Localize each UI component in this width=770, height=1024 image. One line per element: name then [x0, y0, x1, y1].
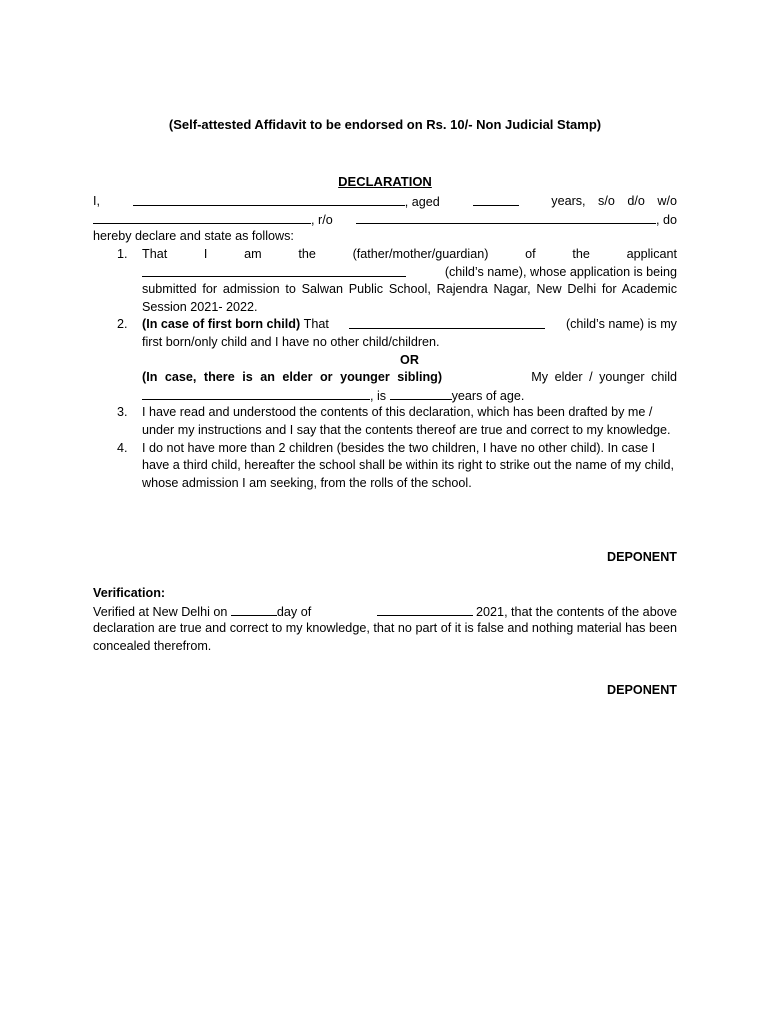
relation-name-blank[interactable]: [93, 211, 311, 224]
sibling-age-blank[interactable]: [390, 387, 452, 400]
item-2-after-blank: (child’s name) is my: [565, 317, 677, 332]
intro-i: I,: [93, 194, 100, 208]
list-item: [93, 404, 677, 439]
intro-line-1: [93, 193, 677, 211]
name-blank[interactable]: [133, 193, 405, 206]
item-4-text: I do not have more than 2 children (besides the two children, I have no other child). In case I have a third child, hereafter the school shall be within its right to strike out the name of my child, whose admission I am seeking, from the rolls of the school.: [142, 440, 675, 490]
item-2-line-1: [142, 316, 677, 334]
or-divider: OR: [400, 352, 419, 367]
item-3-text: I have read and understood the contents of this declaration, which has been drafted by me / under my instructions and I say that the contents thereof are true and correct to my knowledge.: [142, 405, 671, 437]
intro-years: years, s/o d/o w/o: [551, 194, 677, 208]
item-1-line-1: That I am the (father/mother/guardian) of the applicant: [142, 247, 677, 261]
list-item: [93, 246, 677, 316]
verification-day-blank[interactable]: [231, 603, 277, 616]
verification-year-text: 2021, that the contents of the above: [476, 604, 677, 619]
stamp-note: (Self-attested Affidavit to be endorsed on Rs. 10/- Non Judicial Stamp): [168, 117, 602, 132]
day-of: day of: [276, 604, 312, 619]
intro-aged: , aged: [404, 195, 440, 209]
verification-block: [93, 585, 677, 655]
verification-heading: Verification:: [93, 586, 166, 600]
item-2-that: That: [303, 317, 329, 332]
declaration-title: DECLARATION: [338, 174, 432, 189]
deponent-label-2: DEPONENT: [607, 683, 677, 697]
verified-at: Verified at New Delhi on: [93, 604, 228, 619]
item-number: 4.: [117, 440, 128, 455]
item-2-is: , is: [370, 388, 387, 403]
item-2-line-5: [142, 387, 677, 405]
address-blank[interactable]: [356, 211, 656, 224]
list-item: [93, 440, 677, 493]
intro-ro: , r/o: [311, 212, 333, 227]
declaration-list: [93, 246, 677, 492]
intro-paragraph: [93, 193, 677, 246]
item-1-childs-name: (child’s name), whose application is being: [444, 264, 677, 279]
sibling-name-blank[interactable]: [142, 387, 370, 400]
child-name-blank[interactable]: [142, 264, 406, 277]
item-number: 2.: [117, 317, 128, 332]
deponent-label-1: DEPONENT: [607, 550, 677, 564]
sibling-lead: (In case, there is an elder or younger sibling): [142, 370, 443, 385]
verification-month-blank[interactable]: [377, 603, 473, 616]
intro-do: , do: [655, 212, 677, 227]
item-2-after-lead2: My elder / younger child: [531, 370, 677, 385]
item-1-rest: submitted for admission to Salwan Public School, Rajendra Nagar, New Delhi for Academic Session 2021- 2022.: [142, 282, 677, 314]
verification-rest: declaration are true and correct to my knowledge, that no part of it is false and nothing material has been concealed therefrom.: [93, 621, 677, 653]
intro-declare: hereby declare and state as follows:: [93, 229, 294, 244]
item-2-rest: first born/only child and I have no other child/children.: [142, 334, 440, 349]
first-born-child-blank[interactable]: [349, 316, 545, 329]
item-2-line-4: [142, 369, 677, 387]
item-2-years-of-age: years of age.: [451, 388, 525, 403]
item-1-line-2: [142, 264, 677, 282]
verification-line-1: [93, 603, 677, 621]
list-item: [93, 316, 677, 404]
intro-line-3: [93, 228, 677, 246]
age-blank[interactable]: [473, 193, 519, 206]
item-number: 3.: [117, 405, 128, 420]
intro-line-2: [93, 211, 677, 229]
item-number: 1.: [117, 247, 128, 261]
first-born-lead: (In case of first born child): [142, 317, 301, 332]
